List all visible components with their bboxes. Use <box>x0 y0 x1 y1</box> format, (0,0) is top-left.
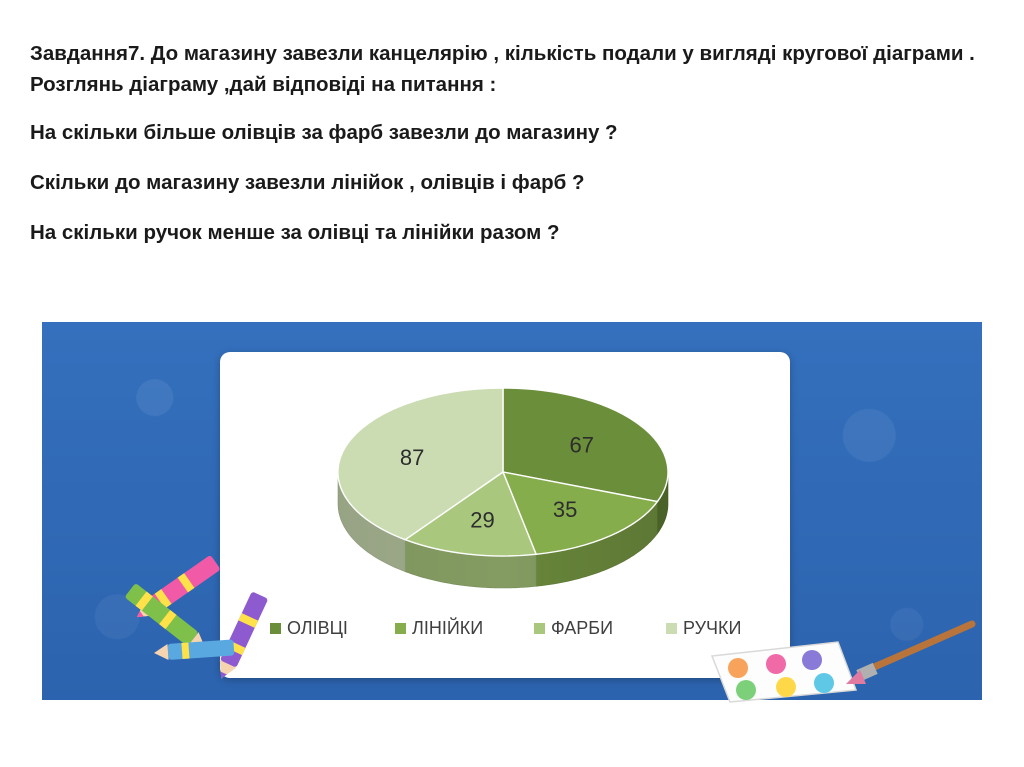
slice-value-label: 87 <box>399 444 425 470</box>
question-1: На скільки більше олівців за фарб завезли до магазину ? <box>30 121 618 144</box>
slice-value-label: 67 <box>569 432 594 458</box>
pie-tops <box>338 388 668 556</box>
legend-swatch <box>270 623 281 634</box>
chart-legend <box>270 617 741 638</box>
legend-swatch <box>534 623 545 634</box>
legend-swatch <box>395 623 406 634</box>
task-intro: Завдання7. До магазину завезли канцелярію , кількість подали у вигляді кругової діаграми . Розглянь діаграму ,дай відповіді на питання : <box>30 42 975 96</box>
slice-value-label: 29 <box>470 507 495 533</box>
crayons-icon <box>124 555 268 683</box>
legend-label: ФАРБИ <box>551 618 614 638</box>
legend-label: РУЧКИ <box>683 618 742 638</box>
paint-palette-icon <box>712 642 856 702</box>
legend-label: ОЛІВЦІ <box>287 618 348 638</box>
paintbrush-icon <box>846 624 972 684</box>
slice-value-label: 35 <box>552 497 578 523</box>
question-3: На скільки ручок менше за олівці та лінійки разом ? <box>30 221 560 244</box>
legend-label: ЛІНІЙКИ <box>412 618 484 638</box>
legend-swatch <box>666 623 677 634</box>
question-2: Скільки до магазину завезли лінійок , олівців і фарб ? <box>30 171 585 194</box>
